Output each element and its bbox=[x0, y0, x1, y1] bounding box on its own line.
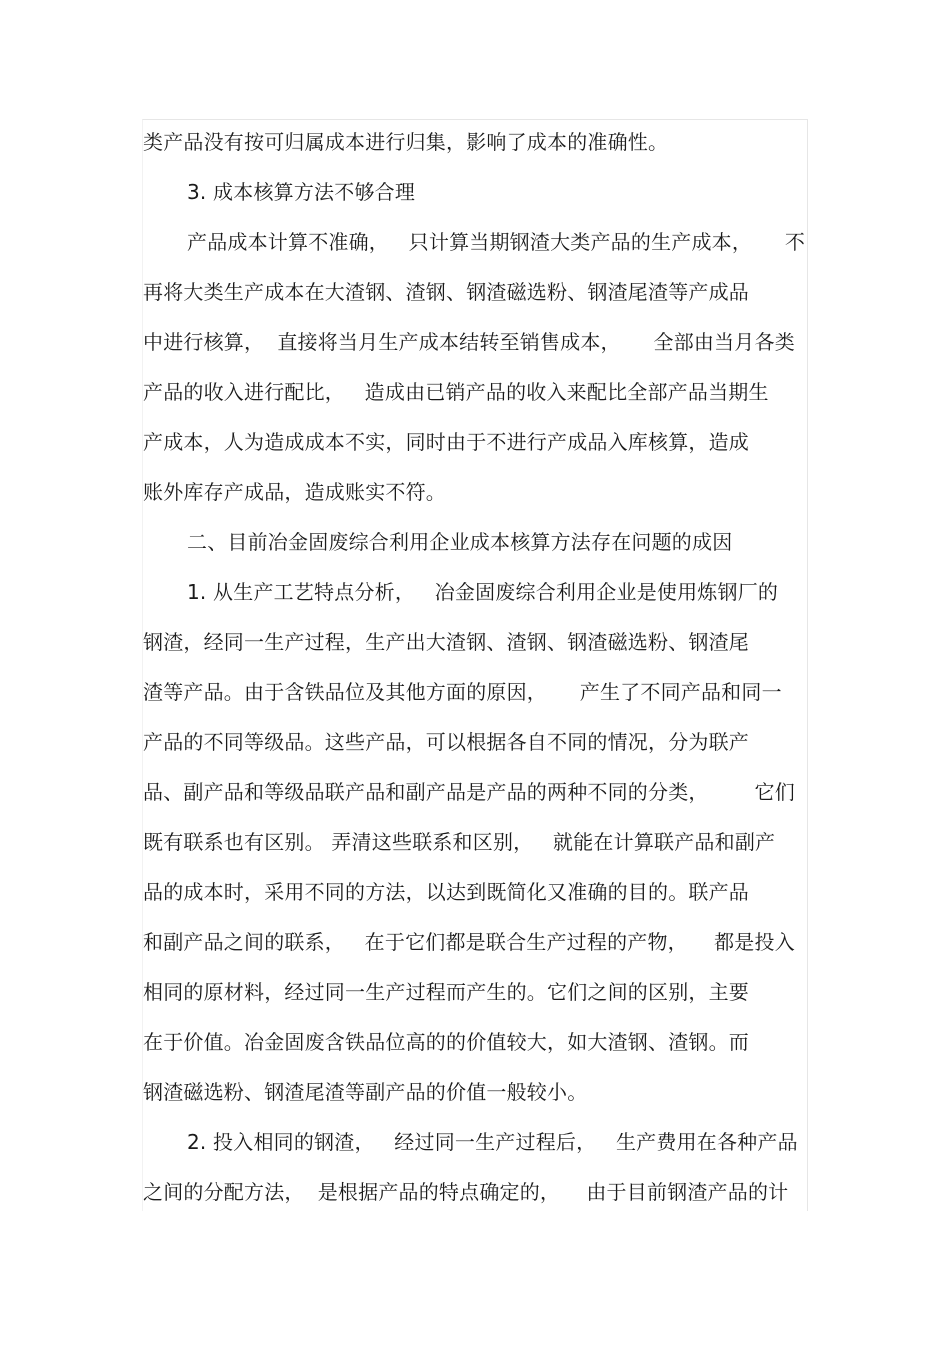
paragraph-line: 2. 投入相同的钢渣， 经过同一生产过程后， 生产费用在各种产品 bbox=[187, 1130, 798, 1154]
text-line: 之间的分配方法， 是根据产品的特点确定的， 由于目前钢渣产品的计 bbox=[143, 1180, 789, 1204]
text-line: 产品的不同等级品。这些产品，可以根据各自不同的情况，分为联产 bbox=[143, 730, 749, 754]
paragraph-line: 产品成本计算不准确， 只计算当期钢渣大类产品的生产成本， 不 bbox=[187, 230, 806, 254]
text-line: 中进行核算， 直接将当月生产成本结转至销售成本， 全部由当月各类 bbox=[143, 330, 795, 354]
section-heading: 3. 成本核算方法不够合理 bbox=[187, 180, 416, 204]
text-line: 再将大类生产成本在大渣钢、渣钢、钢渣磁选粉、钢渣尾渣等产成品 bbox=[143, 280, 749, 304]
text-line: 类产品没有按可归属成本进行归集，影响了成本的准确性。 bbox=[143, 130, 669, 154]
text-line: 产品的收入进行配比， 造成由已销产品的收入来配比全部产品当期生 bbox=[143, 380, 769, 404]
paragraph-line: 1. 从生产工艺特点分析， 冶金固废综合利用企业是使用炼钢厂的 bbox=[187, 580, 779, 604]
text-line: 品、副产品和等级品联产品和副产品是产品的两种不同的分类， 它们 bbox=[143, 780, 795, 804]
text-line: 产成本，人为造成成本不实，同时由于不进行产成品入库核算，造成 bbox=[143, 430, 749, 454]
text-line: 钢渣，经同一生产过程，生产出大渣钢、渣钢、钢渣磁选粉、钢渣尾 bbox=[143, 630, 749, 654]
text-line: 相同的原材料，经过同一生产过程而产生的。它们之间的区别，主要 bbox=[143, 980, 749, 1004]
text-line: 账外库存产成品，造成账实不符。 bbox=[143, 480, 446, 504]
text-line: 品的成本时，采用不同的方法，以达到既简化又准确的目的。联产品 bbox=[143, 880, 749, 904]
text-line: 钢渣磁选粉、钢渣尾渣等副产品的价值一般较小。 bbox=[143, 1080, 588, 1104]
text-line: 在于价值。冶金固废含铁品位高的的价值较大，如大渣钢、渣钢。而 bbox=[143, 1030, 749, 1054]
text-line: 既有联系也有区别。 弄清这些联系和区别， 就能在计算联产品和副产 bbox=[143, 830, 776, 854]
section-heading: 二、目前冶金固废综合利用企业成本核算方法存在问题的成因 bbox=[187, 530, 733, 554]
text-line: 渣等产品。由于含铁品位及其他方面的原因， 产生了不同产品和同一 bbox=[143, 680, 782, 704]
text-line: 和副产品之间的联系， 在于它们都是联合生产过程的产物， 都是投入 bbox=[143, 930, 795, 954]
